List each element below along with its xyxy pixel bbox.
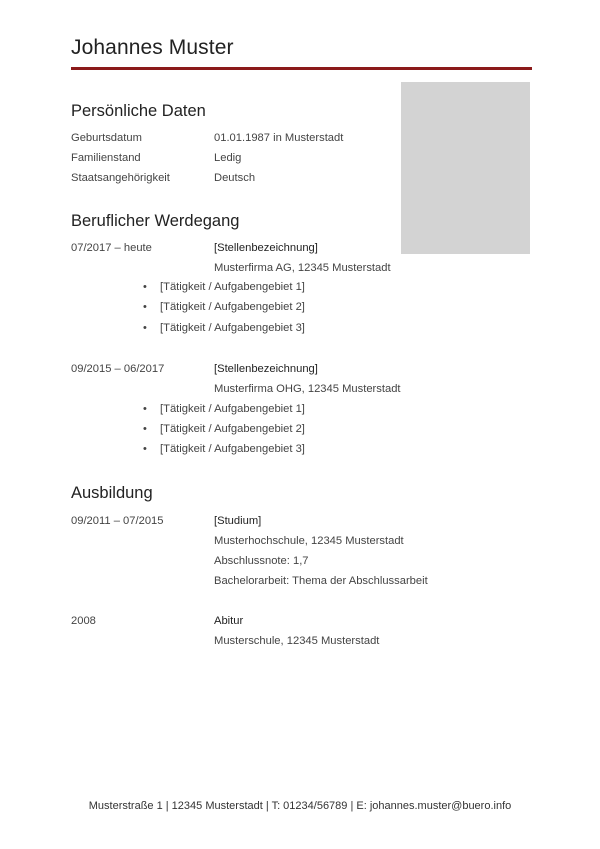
education-line: Abschlussnote: 1,7: [214, 555, 309, 567]
task-text: [Tätigkeit / Aufgabengebiet 3]: [160, 443, 305, 455]
education-period: 09/2011 – 07/2015: [71, 515, 164, 527]
education-degree: Abitur: [214, 615, 244, 627]
personal-value: 01.01.1987 in Musterstadt: [214, 132, 344, 144]
bullet-icon: •: [143, 443, 147, 455]
bullet-icon: •: [143, 322, 147, 334]
education-line: Musterschule, 12345 Musterstadt: [214, 635, 380, 647]
education-line: Musterhochschule, 12345 Musterstadt: [214, 535, 404, 547]
career-position: [Stellenbezeichnung]: [214, 363, 318, 375]
personal-label: Familienstand: [71, 152, 141, 164]
section-title-career: Beruflicher Werdegang: [71, 212, 240, 230]
photo-placeholder: [401, 82, 530, 254]
bullet-icon: •: [143, 403, 147, 415]
task-text: [Tätigkeit / Aufgabengebiet 1]: [160, 403, 305, 415]
section-title-education: Ausbildung: [71, 484, 153, 502]
task-text: [Tätigkeit / Aufgabengebiet 2]: [160, 301, 305, 313]
bullet-icon: •: [143, 301, 147, 313]
career-company: Musterfirma OHG, 12345 Musterstadt: [214, 383, 401, 395]
task-text: [Tätigkeit / Aufgabengebiet 2]: [160, 423, 305, 435]
education-line: Bachelorarbeit: Thema der Abschlussarbeit: [214, 575, 428, 587]
personal-value: Deutsch: [214, 172, 256, 184]
page-title: Johannes Muster: [71, 36, 234, 59]
education-period: 2008: [71, 615, 96, 627]
career-company: Musterfirma AG, 12345 Musterstadt: [214, 262, 391, 274]
task-text: [Tätigkeit / Aufgabengebiet 3]: [160, 322, 305, 334]
personal-label: Geburtsdatum: [71, 132, 142, 144]
career-period: 07/2017 – heute: [71, 242, 152, 254]
footer-contact: Musterstraße 1 | 12345 Musterstadt | T: 01234/56789 | E: johannes.muster@buero.info: [88, 800, 512, 812]
header-divider: [71, 67, 532, 70]
personal-value: Ledig: [214, 152, 242, 164]
career-position: [Stellenbezeichnung]: [214, 242, 318, 254]
task-text: [Tätigkeit / Aufgabengebiet 1]: [160, 281, 305, 293]
bullet-icon: •: [143, 423, 147, 435]
personal-label: Staatsangehörigkeit: [71, 172, 170, 184]
bullet-icon: •: [143, 281, 147, 293]
education-degree: [Studium]: [214, 515, 262, 527]
section-title-personal: Persönliche Daten: [71, 102, 206, 120]
career-period: 09/2015 – 06/2017: [71, 363, 165, 375]
